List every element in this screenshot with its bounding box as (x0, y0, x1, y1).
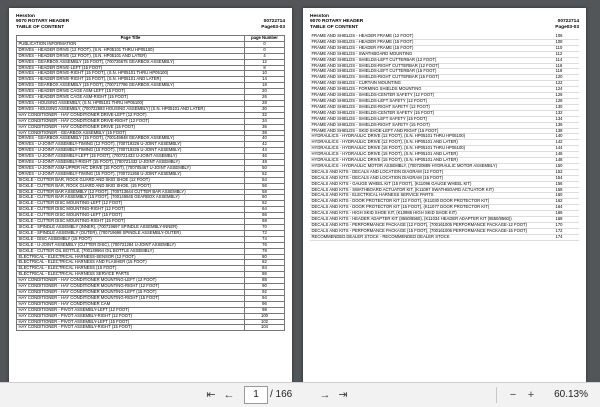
toc-entry-page: 156 (539, 181, 579, 187)
toc-entry-page: 60 (245, 195, 285, 201)
toc-entry-title: FRAME AND SHIELDS - SHIELDS-CENTER SAFETY (12 FOOT) (310, 93, 539, 99)
toc-entry-page: 166 (539, 211, 579, 217)
toc-entry-title: FRAME AND SHIELDS - SHIELDS-LEFT CUTTERBAR (15 FOOT) (310, 69, 539, 75)
col-number-header: page Number (245, 36, 285, 42)
toc-entry-title: DECALS AND KITS - HIGH SKID SHOE KIT, (K10985 HIGH SKID SHOE KIT) (310, 211, 539, 217)
toc-entry-page: 38 (245, 130, 285, 136)
toc-entry-title: SICKLE - CUTTER DISC MOUNTING-RIGHT (12 FOOT) (17, 207, 245, 213)
toc-entry-title: DECALS AND KITS - GAUGE WHEEL KIT (15 FOOT), (K11096 GAUGE WHEEL KIT) (310, 181, 539, 187)
toc-entry-title: SICKLE - CUTTER DISC MOUNTING-LEFT (15 FOOT) (17, 213, 245, 219)
doc-number: 00722714 (263, 19, 285, 25)
toc-entry-page: 136 (539, 122, 579, 128)
toc-entry-page: 70 (245, 225, 285, 231)
toc-entry-title: DRIVES - GEARBOX ASSEMBLY (15 FOOT), (700717786 GEARBOX ASSEMBLY) (17, 83, 245, 89)
toc-entry-page: 20 (245, 89, 285, 95)
model-title: 9070 ROTARY HEADER (310, 19, 364, 25)
zoom-in-icon[interactable]: + (527, 389, 535, 401)
toc-entry-title: PUBLICATION INFORMATION (17, 41, 245, 47)
brand-name: Hesston (310, 14, 329, 19)
toc-entry-title: HYDRAULICS - HYDRAULIC MOTOR ASSEMBLY, (700720889 HYDRAULIC MOTOR ASSEMBLY) (310, 163, 539, 169)
toc-entry-page: 122 (539, 81, 579, 87)
toc-entry-page: 148 (539, 158, 579, 164)
toc-entry-title: FRAME AND SHIELDS - SHIELDS-LEFT SAFETY (15 FOOT) (310, 116, 539, 122)
toc-entry-page: 14 (245, 77, 285, 83)
toc-entry-title: DRIVES - U-JOINT ASM-UPPER H/C DRIVE (15 FOOT), (700705467 U-JOINT ASSEMBLY) (17, 165, 245, 171)
pdf-page-left (9, 8, 292, 383)
toc-entry-title: DRIVES - HEADER DRIVE CAGE ASM-LEFT (15 FOOT) (17, 89, 245, 95)
toc-entry-title: FRAME AND SHIELDS - FORMING SHIELDS MOUNTING (310, 87, 539, 93)
toc-entry-title: DRIVES - HOUSING ASSEMBLY, (S.N. HP05101 THRU HP05100) (17, 100, 245, 106)
toc-entry-page: 138 (539, 128, 579, 134)
page-header (16, 14, 285, 30)
toc-entry-page: 68 (245, 219, 285, 225)
toc-entry-title: DRIVES - U-JOINT ASSEMBLY-TIMING (15 FOOT), (700721266 U-JOINT ASSEMBLY) (17, 171, 245, 177)
toc-entry-page: 162 (539, 199, 579, 205)
toc-entry-page: 114 (539, 57, 579, 63)
toc-entry-title: FRAME AND SHIELDS - CURTAIN MOUNTING (310, 81, 539, 87)
toc-entry-title: FRAME AND SHIELDS - SHIELDS-RIGHT SAFETY (12 FOOT) (310, 104, 539, 110)
toc-entry-page: 88 (245, 278, 285, 284)
toc-entry-page: 84 (245, 266, 285, 272)
toc-entry-title: SICKLE - CUTTER BAR ASSEMBLY (15 FOOT), (700149845 GEARBOX ASSEMBLY) (17, 195, 245, 201)
toc-entry-title: FRAME AND SHIELDS - SHIELDS-LEFT CUTTERBAR (12 FOOT) (310, 57, 539, 63)
toc-entry-page: 134 (539, 116, 579, 122)
toc-entry-title: DRIVES - U-JOINT ASSEMBLY-RIGHT (15 FOOT), (700721432 U-JOINT ASSEMBLY) (17, 160, 245, 166)
toc-entry-title: HAY CONDITIONER - PIVOT ASSEMBLY-LEFT (15 FOOT) (17, 319, 245, 325)
page-header (310, 14, 579, 30)
toc-entry-page: 46 (245, 154, 285, 160)
toc-entry-page: 146 (539, 152, 579, 158)
toc-entry-title: DECALS AND KITS - ELECTRICAL HARNESS SERVICE PARTS (310, 193, 539, 199)
toc-entry-title: DRIVES - U-JOINT ASSEMBLY-TIMING (15 FOOT), (700719226 U-JOINT ASSEMBLY) (17, 148, 245, 154)
toc-entry-page: 100 (245, 313, 285, 319)
toc-entry-title: SICKLE - CUTTER DISC MOUNTING-RIGHT (15 FOOT) (17, 219, 245, 225)
toc-entry-page: 82 (245, 260, 285, 266)
toc-entry-page: 50 (245, 165, 285, 171)
toc-entry-title: FRAME AND SHIELDS - SHIELDS-CENTER SAFETY (15 FOOT) (310, 110, 539, 116)
first-page-icon[interactable]: ⇤ (206, 389, 216, 401)
toc-entry-title: HAY CONDITIONER - HAY CONDITIONER MOUNTING-RIGHT (12 FOOT) (17, 284, 245, 290)
toc-entry-page: 64 (245, 207, 285, 213)
last-page-icon[interactable]: ⇥ (338, 389, 348, 401)
toc-entry-title: FRAME AND SHIELDS - SHIELDS-LEFT SAFETY (12 FOOT) (310, 98, 539, 104)
toc-entry-title: SICKLE - DISC ASSEMBLY (15 FOOT) (17, 236, 245, 242)
toc-entry-page: 98 (245, 307, 285, 313)
toc-entry-title: DRIVES - HEADER DRIVE CAGE ASM-RIGHT (15 FOOT) (17, 95, 245, 101)
toc-entry-title: DRIVES - HEADER DRIVE-RIGHT (15 FOOT), (S.N. HP05101 AND LATER) (17, 77, 245, 83)
toc-entry-page: 30 (245, 106, 285, 112)
toc-entry-page: 12 (245, 59, 285, 65)
toc-entry-page: 154 (539, 175, 579, 181)
toc-entry-page: 94 (245, 295, 285, 301)
toc-entry-page: 26 (245, 95, 285, 101)
toc-entry-title: HAY CONDITIONER - HAY CONDITIONER CAM (17, 301, 245, 307)
page-number-input[interactable]: 1 (244, 386, 268, 404)
toc-entry-page: 34 (245, 118, 285, 124)
toc-entry-title: DRIVES - U-JOINT ASSEMBLY-LEFT (15 FOOT), (700721433 U-JOINT ASSEMBLY) (17, 154, 245, 160)
toc-entry-page: 0 (245, 41, 285, 47)
toc-entry-page: 150 (539, 163, 579, 169)
toc-entry-title: ELECTRICAL - ELECTRICAL HARNESS (15 FOOT) (17, 266, 245, 272)
toc-entry-title: SICKLE - CUTTER BAR, ROCK GUARD AND SKID SHOE, (15 FOOT) (17, 183, 245, 189)
toc-entry-page: 142 (539, 140, 579, 146)
toc-entry-title: DRIVES - HEADER DRIVE (12 FOOT), (S.N. HP05101 THRU HP05100) (17, 47, 245, 53)
toc-entry-page: 36 (245, 124, 285, 130)
toc-entry-title: DRIVES - HOUSING ASSEMBLY, (700722693 HOUSING ASSEMBLY) (S.N. HP05101 AND LATER) (17, 106, 245, 112)
toc-entry-title: HAY CONDITIONER - GEARBOX ASSEMBLY (15 FOOT) (17, 130, 245, 136)
toc-entry-page: 40 (245, 136, 285, 142)
toc-entry-page: 172 (539, 228, 579, 234)
toc-entry-page: 140 (539, 134, 579, 140)
model-title: 9070 ROTARY HEADER (16, 19, 70, 25)
toc-entry-page: 58 (245, 189, 285, 195)
toc-entry-title: FRAME AND SHIELDS - HEADER FRAME (12 FOOT) (310, 34, 539, 39)
toc-entry-title: HAY CONDITIONER - HAY CONDITIONER DRIVE (15 FOOT) (17, 124, 245, 130)
toc-entry-page: 96 (245, 301, 285, 307)
zoom-level[interactable]: 60.13% (554, 389, 588, 400)
toc-entry-page: 62 (245, 201, 285, 207)
toc-entry-title: RECOMMENDED DEALER STOCK - RECOMMENDED DEALER STOCK (310, 234, 539, 240)
toc-entry-title: DECALS AND KITS - HEADER ADAPTER KIT (8550/8560), (K11034 HEADER ADAPTER KIT (8550/8560)) (310, 217, 539, 223)
toc-heading: TABLE OF CONTENT (310, 24, 359, 30)
toc-entry-title: HYDRAULICS - HYDRAULIC DRIVE (12 FOOT), (S.N. HP05101 THRU HP05100) (310, 134, 539, 140)
toc-entry-title: SICKLE - CUTTER BAR ASSEMBLY (12 FOOT), (700713644 CUTTER BAR ASSEMBLY) (17, 189, 245, 195)
pdf-toolbar (0, 382, 600, 407)
zoom-out-icon[interactable]: − (509, 389, 517, 401)
toc-entry-page: 42 (245, 142, 285, 148)
toc-entry-page: 86 (245, 272, 285, 278)
toc-entry-title: HAY CONDITIONER - PIVOT ASSEMBLY-RIGHT (15 FOOT) (17, 325, 245, 331)
col-title-header: Page Title (17, 36, 245, 42)
toc-entry-page: 120 (539, 75, 579, 81)
next-page-icon[interactable]: → (319, 389, 331, 401)
toc-entry-title: HAY CONDITIONER - HAY CONDITIONER DRIVE-LEFT (12 FOOT) (17, 112, 245, 118)
toc-entry-title: DECALS AND KITS - DECALS AND LOCATION DIAGRAM (12 FOOT) (310, 169, 539, 175)
toc-entry-title: ELECTRICAL - ELECTRICAL HARNESS-SENSOR (12 FOOT) (17, 254, 245, 260)
toc-entry-title: SICKLE - CUTTER OIL BOTTLE, (700149964 OIL BOTTLE ASSEMBLY) (17, 248, 245, 254)
toc-entry-page: 102 (245, 319, 285, 325)
toc-entry-page: 44 (245, 148, 285, 154)
toc-entry-page: 128 (539, 98, 579, 104)
toc-entry-page: 124 (539, 87, 579, 93)
toc-entry-page: 130 (539, 104, 579, 110)
toc-entry-title: DRIVES - HEADER DRIVE (12 FOOT), (S.N. HP05101 AND LATER) (17, 53, 245, 59)
toc-entry-title: HYDRAULICS - HYDRAULIC DRIVE (12 FOOT), (S.N. HP05101 AND LATER) (310, 140, 539, 146)
toc-entry-title: HAY CONDITIONER - HAY CONDITIONER MOUNTING-LEFT (15 FOOT) (17, 289, 245, 295)
toc-table (310, 34, 579, 241)
toc-entry-page: 170 (539, 223, 579, 229)
toc-entry-page: 174 (539, 234, 579, 240)
toc-entry-page: 66 (245, 213, 285, 219)
toc-entry-page: 116 (539, 63, 579, 69)
toc-entry-page: 72 (245, 230, 285, 236)
toc-entry-page: 28 (245, 100, 285, 106)
toc-entry-page: 164 (539, 205, 579, 211)
toc-entry-title: HAY CONDITIONER - HAY CONDITIONER DRIVE-RIGHT (12 FOOT) (17, 118, 245, 124)
toc-entry-page: 168 (539, 217, 579, 223)
toc-entry-page: 48 (245, 160, 285, 166)
toc-entry-title: FRAME AND SHIELDS - SWATHBOARD MOUNTING (310, 51, 539, 57)
toc-entry-page: 10 (245, 71, 285, 77)
toc-entry-title: FRAME AND SHIELDS - SKID SHOE-LEFT AND RIGHT (15 FOOT) (310, 128, 539, 134)
toc-entry-title: SICKLE - SPINDLE ASSEMBLY (INNER), (700719697 SPINDLE ASSEMBLY-INNER) (17, 225, 245, 231)
toc-entry-page: 52 (245, 171, 285, 177)
toc-entry-title: DRIVES - HEADER DRIVE-RIGHT (15 FOOT), (S.N. HP05101 THRU HP05100) (17, 71, 245, 77)
toc-entry-title: DECALS AND KITS - PERFORMANCE PACKAGE (12 FOOT), (700161005 PERFORMANCE PACKAGE-12 FOOT) (310, 223, 539, 229)
toc-entry-title: DRIVES - GEARBOX ASSEMBLY (15 FOOT), (700726675 GEARBOX ASSEMBLY) (17, 59, 245, 65)
toc-entry-page: 92 (245, 289, 285, 295)
toc-entry-title: DECALS AND KITS - PERFORMANCE PACKAGE (15 FOOT), (700161006 PERFORMANCE PACKAGE-15 FOOT) (310, 228, 539, 234)
toc-entry-page: 56 (245, 183, 285, 189)
toc-entry-title: ELECTRICAL - ELECTRICAL HARNESS SERVICE PARTS (17, 272, 245, 278)
toc-entry-title: FRAME AND SHIELDS - SHIELDS-RIGHT CUTTERBAR (12 FOOT) (310, 63, 539, 69)
toc-entry-page: 144 (539, 146, 579, 152)
toc-entry-page: 158 (539, 187, 579, 193)
toc-entry-page: 126 (539, 93, 579, 99)
brand-name: Hesston (16, 14, 35, 19)
toc-entry-page: 160 (539, 193, 579, 199)
toc-entry-title: SICKLE - SPINDLE ASSEMBLY (OUTER), (700719698 SPINDLE ASSEMBLY-OUTER) (17, 230, 245, 236)
toc-entry-title: DECALS AND KITS - DECALS AND LOCATION DIAGRAM (15 FOOT) (310, 175, 539, 181)
toc-entry-title: FRAME AND SHIELDS - HEADER FRAME (15 FOOT) (310, 39, 539, 45)
toc-entry-title: HYDRAULICS - HYDRAULIC DRIVE (15 FOOT), (S.N. HP05101 AND LATER) (310, 158, 539, 164)
doc-number: 00722714 (557, 19, 579, 25)
toc-entry-title: HAY CONDITIONER - HAY CONDITIONER MOUNTING-LEFT (12 FOOT) (17, 278, 245, 284)
toc-entry-page: 118 (539, 69, 579, 75)
toc-entry-page: 76 (245, 242, 285, 248)
pdf-page-right (303, 8, 586, 383)
toc-entry-title: HAY CONDITIONER - HAY CONDITIONER MOUNTING-RIGHT (15 FOOT) (17, 295, 245, 301)
toc-entry-title: SICKLE - CUTTER BAR, ROCK GUARD AND SKID SHOE (12 FOOT) (17, 177, 245, 183)
toc-entry-title: ELECTRICAL - ELECTRICAL HARNESS AND FLASHER (15 FOOT) (17, 260, 245, 266)
toc-row[interactable] (310, 234, 579, 240)
toc-entry-page: 18 (245, 83, 285, 89)
toc-entry-page: 54 (245, 177, 285, 183)
toc-entry-page: 80 (245, 254, 285, 260)
toc-entry-page: 112 (539, 51, 579, 57)
toc-entry-title: FRAME AND SHIELDS - SHIELDS-RIGHT SAFETY (15 FOOT) (310, 122, 539, 128)
page-count: / 166 (270, 389, 293, 400)
previous-page-icon[interactable]: ← (223, 389, 235, 401)
toc-entry-page: 108 (539, 39, 579, 45)
page-label: Page03-03 (261, 24, 285, 30)
toc-entry-title: HAY CONDITIONER - PIVOT ASSEMBLY-LEFT (12 FOOT) (17, 307, 245, 313)
toc-entry-page: 106 (539, 34, 579, 39)
toc-entry-page: 0 (245, 47, 285, 53)
toc-entry-title: FRAME AND SHIELDS - SHIELDS-RIGHT CUTTERBAR (15 FOOT) (310, 75, 539, 81)
toc-row[interactable] (17, 325, 285, 331)
toc-entry-page: 110 (539, 45, 579, 51)
toc-entry-title: HAY CONDITIONER - PIVOT ASSEMBLY-RIGHT (12 FOOT) (17, 313, 245, 319)
toc-entry-page: 78 (245, 248, 285, 254)
toc-entry-title: FRAME AND SHIELDS - HEADER FRAME (15 FOOT) (310, 45, 539, 51)
toc-entry-page: 104 (245, 325, 285, 331)
toc-table (16, 35, 285, 331)
toc-entry-title: DECALS AND KITS - DOOR PROTECTOR KIT (12 FOOT), (K11030 DOOR PROTECTOR KIT) (310, 199, 539, 205)
toc-heading: TABLE OF CONTENT (16, 24, 65, 30)
toc-entry-page: 90 (245, 284, 285, 290)
toolbar-divider (496, 387, 497, 403)
toc-entry-title: DECALS AND KITS - DOOR PROTECTOR KIT (15 FOOT), (K11077 DOOR PROTECTOR KIT) (310, 205, 539, 211)
toc-entry-page: 4 (245, 53, 285, 59)
page-label: Page03-03 (555, 24, 579, 30)
toc-entry-page: 74 (245, 236, 285, 242)
toc-entry-title: DRIVES - HEADER DRIVE-LEFT (15 FOOT) (17, 65, 245, 71)
toc-entry-title: DECALS AND KITS - SWATHBOARD ACTUATOR KIT, (K11097 SWATHBOARD ACTUATOR KIT) (310, 187, 539, 193)
toc-entry-title: SICKLE - CUTTER DISC MOUNTING-LEFT (12 FOOT) (17, 201, 245, 207)
toc-entry-page: 32 (245, 112, 285, 118)
toc-entry-page: 8 (245, 65, 285, 71)
toc-entry-title: HYDRAULICS - HYDRAULIC DRIVE (15 FOOT), (S.N. HP05101 THRU HP05100) (310, 146, 539, 152)
toc-entry-title: DRIVES - GEARBOX ASSEMBLY (15 FOOT), (700149848 GEARBOX ASSEMBLY) (17, 136, 245, 142)
toc-entry-page: 132 (539, 110, 579, 116)
toc-entry-title: HYDRAULICS - HYDRAULIC DRIVE (15 FOOT), (S.N. HP05101 AND LATER) (310, 152, 539, 158)
toc-entry-title: DRIVES - U-JOINT ASSEMBLY-TIMING (12 FOOT), (700719226 U-JOINT ASSEMBLY) (17, 142, 245, 148)
toc-entry-page: 152 (539, 169, 579, 175)
toc-entry-title: SICKLE - U-JOINT ASSEMBLY (CUTTER DISC), (700721284 U-JOINT ASSEMBLY) (17, 242, 245, 248)
